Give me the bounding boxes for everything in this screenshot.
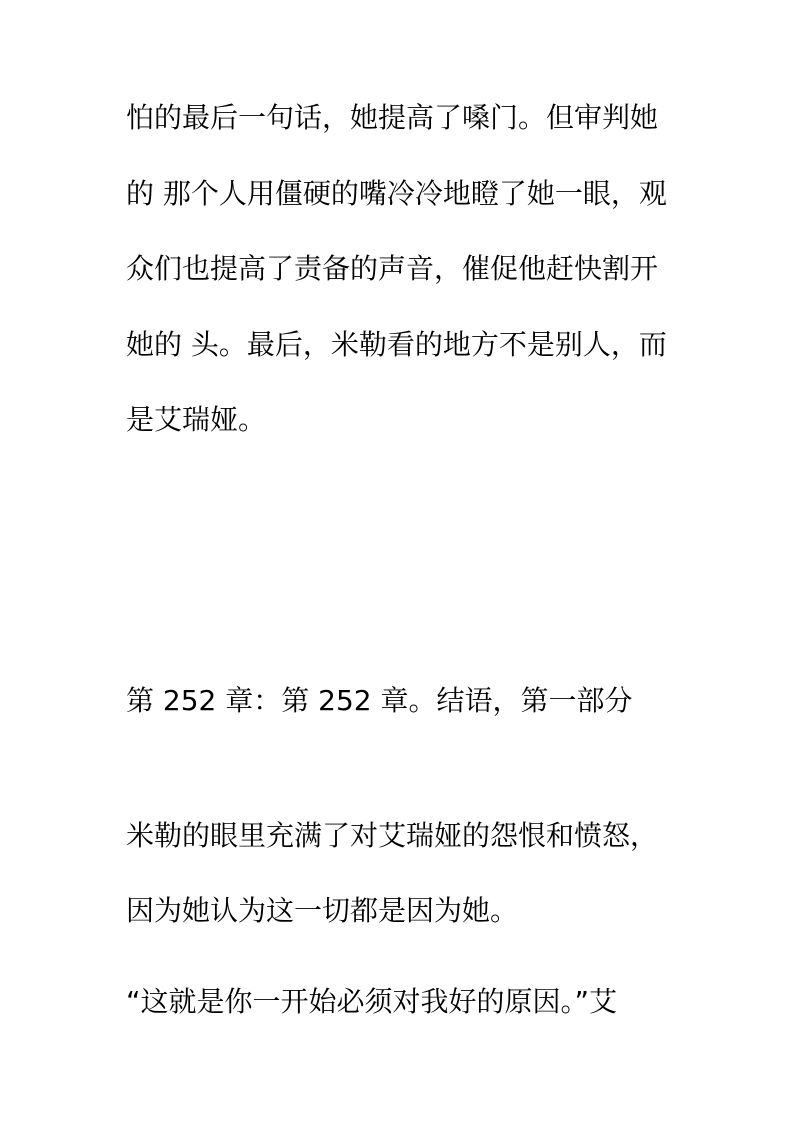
paragraph-2-line-2: 因为她认为这一切都是因为她。: [126, 894, 519, 927]
paragraph-1-line-1: 怕的最后一句话，她提高了嗓门。但审判她: [126, 101, 659, 134]
paragraph-1-line-5: 是艾瑞娅。: [126, 403, 267, 436]
paragraph-1-line-3: 众们也提高了责备的声音，催促他赶快割开: [126, 252, 659, 285]
paragraph-1-line-4: 她的 头。最后，米勒看的地方不是别人，而: [126, 328, 667, 361]
paragraph-3-line-1: “这就是你一开始必须对我好的原因。”艾: [126, 985, 618, 1018]
paragraph-2-line-1: 米勒的眼里充满了对艾瑞娅的怨恨和愤怒，: [126, 819, 659, 852]
paragraph-1-line-2: 的 那个人用僵硬的嘴冷冷地瞪了她一眼，观: [126, 177, 667, 210]
chapter-heading: 第 252 章：第 252 章。结语，第一部分: [126, 684, 633, 717]
